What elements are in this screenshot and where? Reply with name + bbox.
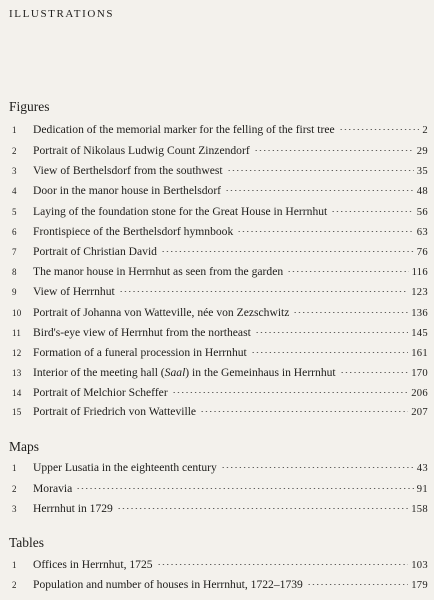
entry-title-part: ) in the Gemeinhaus in Herrnhut	[185, 366, 336, 379]
entry-page: 158	[411, 504, 428, 515]
entry-title-italic: Saal	[164, 366, 186, 379]
entry-page: 207	[411, 407, 428, 418]
section-title-maps: Maps	[9, 439, 39, 454]
list-item	[12, 575, 428, 594]
entry-title: Door in the manor house in Berthelsdorf	[33, 184, 222, 197]
entry-number: 2	[12, 484, 17, 494]
entry-title: Population and number of houses in Herrnhut, 1722–1739	[33, 578, 303, 591]
list-item	[12, 363, 428, 382]
entry-title: Formation of a funeral procession in Herrnhut	[33, 346, 247, 359]
entry-number: 9	[12, 287, 17, 297]
dot-leader	[161, 251, 414, 252]
dot-leader	[221, 467, 414, 468]
entry-title: Portrait of Christian David	[33, 245, 157, 258]
entry-title: Frontispiece of the Berthelsdorf hymnbook	[33, 225, 234, 238]
entry-number: 1	[12, 125, 17, 135]
entry-number: 5	[12, 207, 17, 217]
dot-leader	[287, 271, 408, 272]
list-item	[12, 181, 428, 200]
entry-title: Herrnhut in 1729	[33, 502, 113, 515]
entry-title: Portrait of Melchior Scheffer	[33, 386, 168, 399]
list-item	[12, 402, 428, 421]
entry-title: Laying of the foundation stone for the Great House in Herrnhut	[33, 205, 328, 218]
list-item	[12, 383, 428, 402]
entry-title: Dedication of the memorial marker for the felling of the first tree	[33, 123, 335, 136]
dot-leader	[119, 291, 408, 292]
entry-number: 2	[12, 146, 17, 156]
entry-page: 43	[416, 463, 428, 474]
entry-number: 3	[12, 504, 17, 514]
entry-number: 13	[12, 368, 22, 378]
entry-page: 48	[416, 186, 428, 197]
dot-leader	[157, 564, 409, 565]
entry-number: 12	[12, 348, 22, 358]
entry-number: 10	[12, 308, 22, 318]
list-item	[12, 282, 428, 301]
entry-title: The manor house in Herrnhut as seen from the garden	[33, 265, 284, 278]
dot-leader	[76, 488, 414, 489]
entry-page: 2	[422, 125, 428, 136]
list-item	[12, 262, 428, 281]
entry-page: 179	[411, 580, 428, 591]
list-item	[12, 120, 428, 139]
entry-title: View of Berthelsdorf from the southwest	[33, 164, 223, 177]
dot-leader	[254, 150, 414, 151]
entry-title: Portrait of Nikolaus Ludwig Count Zinzendorf	[33, 144, 250, 157]
entry-number: 15	[12, 407, 22, 417]
dot-leader	[339, 129, 420, 130]
dot-leader	[227, 170, 414, 171]
dot-leader	[200, 411, 408, 412]
list-item	[12, 479, 428, 498]
dot-leader	[172, 392, 409, 393]
entry-title-part: Interior of the meeting hall (	[33, 366, 165, 379]
entry-page: 29	[416, 146, 428, 157]
dot-leader	[117, 508, 408, 509]
dot-leader	[237, 231, 414, 232]
list-item	[12, 499, 428, 518]
entry-number: 3	[12, 166, 17, 176]
entry-page: 136	[411, 308, 428, 319]
entry-page: 63	[416, 227, 428, 238]
entry-title: Moravia	[33, 482, 73, 495]
list-item	[12, 303, 428, 322]
entry-page: 161	[411, 348, 428, 359]
entry-number: 1	[12, 463, 17, 473]
entry-page: 123	[411, 287, 428, 298]
entry-page: 145	[411, 328, 428, 339]
list-item	[12, 242, 428, 261]
entry-number: 7	[12, 247, 17, 257]
dot-leader	[331, 211, 414, 212]
list-item	[12, 323, 428, 342]
dot-leader	[225, 190, 414, 191]
list-item	[12, 343, 428, 362]
dot-leader	[293, 312, 408, 313]
running-head: ILLUSTRATIONS	[9, 8, 115, 20]
entry-title: Bird's-eye view of Herrnhut from the northeast	[33, 326, 251, 339]
entry-page: 56	[416, 207, 428, 218]
entry-page: 76	[416, 247, 428, 258]
entry-title: Portrait of Friedrich von Watteville	[33, 405, 197, 418]
entry-number: 6	[12, 227, 17, 237]
dot-leader	[255, 332, 408, 333]
entry-number: 14	[12, 388, 22, 398]
section-title-tables: Tables	[9, 535, 45, 550]
entry-page: 35	[416, 166, 428, 177]
section-title-figures: Figures	[9, 99, 50, 114]
entry-number: 2	[12, 580, 17, 590]
entry-number: 1	[12, 560, 17, 570]
list-item	[12, 161, 428, 180]
entry-title: Offices in Herrnhut, 1725	[33, 558, 153, 571]
entry-number: 8	[12, 267, 17, 277]
entry-page: 170	[411, 368, 428, 379]
entry-title: View of Herrnhut	[33, 285, 115, 298]
list-item	[12, 202, 428, 221]
list-item	[12, 555, 428, 574]
dot-leader	[307, 584, 408, 585]
list-item	[12, 458, 428, 477]
entry-title: Upper Lusatia in the eighteenth century	[33, 461, 217, 474]
dot-leader	[251, 352, 408, 353]
entry-title	[33, 363, 336, 382]
entry-page: 206	[411, 388, 428, 399]
list-item	[12, 141, 428, 160]
entry-page: 103	[411, 560, 428, 571]
entry-number: 11	[12, 328, 22, 338]
list-item	[12, 222, 428, 241]
entry-number: 4	[12, 186, 17, 196]
entry-page: 91	[416, 484, 428, 495]
entry-page: 116	[411, 267, 428, 278]
entry-title: Portrait of Johanna von Watteville, née von Zezschwitz	[33, 306, 290, 319]
dot-leader	[340, 372, 409, 373]
